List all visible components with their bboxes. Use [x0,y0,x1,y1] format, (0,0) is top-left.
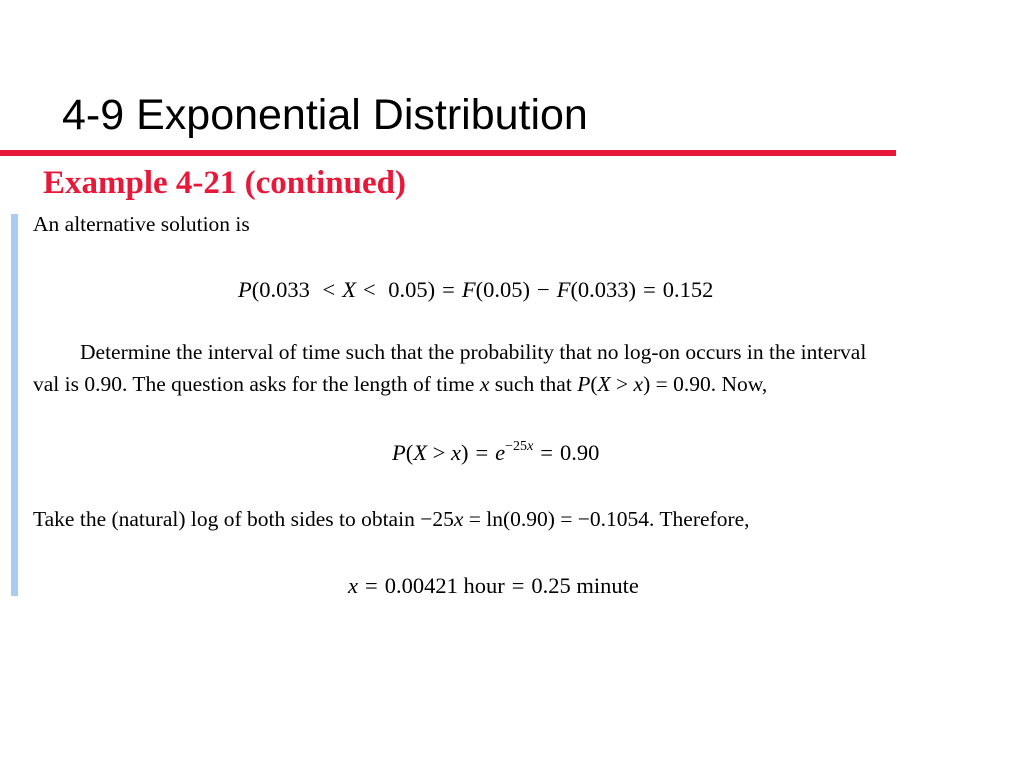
eq2-x: x [450,440,461,465]
eq1-P: P [238,277,252,302]
paragraph-1-line-1-text: Determine the interval of time such that the probability that no log-on occurs in the interval [80,342,867,364]
equation-interval-probability [238,279,713,302]
eq1-equals-1: = [442,277,455,302]
eq1-F1: F [461,277,476,302]
p2-expr-var: x [453,507,464,531]
p1l2-c: ) = 0.90. Now, [643,372,768,396]
intro-text: An alternative solution is [33,212,250,236]
p1l2-a: val is 0.90. The question asks for the length of time [33,372,480,396]
paragraph-1-line-1 [80,342,977,364]
eq1-result: 0.152 [662,277,714,302]
eq2-exponent [505,439,533,454]
eq2-open: ( [405,440,414,465]
paragraph-2 [33,509,750,531]
eq1-minus: − [536,277,550,302]
slide-title: 4-9 Exponential Distribution [62,91,588,139]
eq2-P: P [392,440,406,465]
eq2-X: X [413,440,427,465]
equation-result-x [348,575,639,598]
p1l2-P: P [577,372,591,396]
eq2-exponent-num: −25 [505,438,528,454]
p1l2-X: X [597,372,611,396]
eq1-F1-arg: (0.05) [475,277,530,302]
eq1-F2: F [556,277,571,302]
eq1-args-b: 0.05) [382,277,436,302]
p1l2-b: such that [489,372,578,396]
eq1-lt2: < [362,277,376,302]
example-heading: Example 4-21 (continued) [43,165,406,201]
eq1-equals-2: = [643,277,656,302]
content-side-bar [11,214,18,596]
eq3-equals-2: = [511,573,525,598]
eq2-gt: > [427,440,451,465]
eq3-x: x [348,573,358,598]
eq2-equals-2: = [540,440,553,465]
eq3-hours: 0.00421 hour [384,573,505,598]
eq2-result: 0.90 [559,440,600,465]
p2-a: Take the (natural) log of both sides to obtain [33,507,421,531]
eq2-exponent-var: x [527,438,534,454]
p1l2-gt: > [610,372,634,396]
eq3-equals-1: = [365,573,378,598]
p2-expr-num: −25 [420,507,454,531]
p1l2-x2: x [633,372,644,396]
p2-b: = ln(0.90) = −0.1054. Therefore, [463,507,750,531]
eq1-args-a: (0.033 [251,277,316,302]
eq1-F2-arg: (0.033) [570,277,637,302]
eq3-minutes: 0.25 minute [531,573,639,598]
p1l2-paren: ( [590,372,598,396]
paragraph-1-line-2 [33,374,767,396]
eq1-X: X [342,277,356,302]
title-underline [0,150,896,156]
equation-exponential-tail [392,438,600,465]
eq2-equals-1: = [475,440,489,465]
eq2-e: e [495,440,506,465]
eq1-lt1: < [322,277,336,302]
p1l2-x: x [479,372,490,396]
eq2-close: ) [460,440,469,465]
